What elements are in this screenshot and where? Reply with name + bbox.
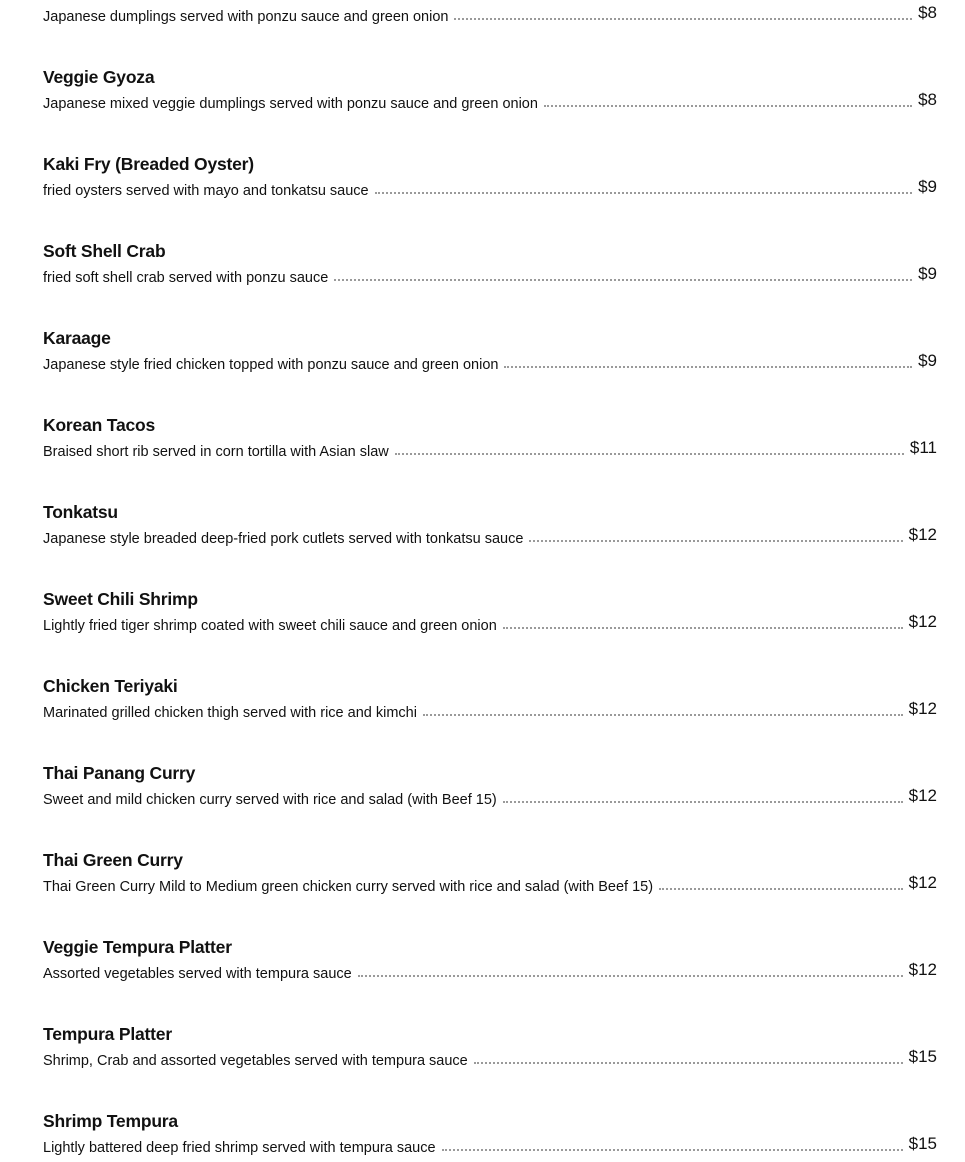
item-description: Japanese style fried chicken topped with ponzu sauce and green onion [43, 357, 499, 373]
item-description: Braised short rib served in corn tortilla with Asian slaw [43, 444, 389, 460]
item-description: fried soft shell crab served with ponzu sauce [43, 270, 329, 286]
item-name: Korean Tacos [43, 415, 156, 435]
item-price: $15 [908, 1134, 937, 1153]
menu-item [43, 448, 937, 547]
menu-item [43, 0, 937, 25]
menu-item [43, 274, 937, 373]
item-price: $15 [908, 1047, 937, 1066]
item-description: Assorted vegetables served with tempura sauce [43, 966, 352, 982]
item-description: fried oysters served with mayo and tonkatsu sauce [43, 183, 369, 199]
item-description: Japanese style breaded deep-fried pork cutlets served with tonkatsu sauce [43, 531, 524, 547]
item-name: Kaki Fry (Breaded Oyster) [43, 154, 254, 174]
item-price: $12 [908, 699, 937, 718]
item-description: Marinated grilled chicken thigh served with rice and kimchi [43, 705, 417, 721]
item-name: Soft Shell Crab [43, 241, 166, 261]
item-price: $12 [908, 612, 937, 631]
item-name: Veggie Gyoza [43, 67, 155, 87]
item-name: Karaage [43, 328, 111, 348]
item-row [43, 1134, 937, 1157]
menu-item [43, 13, 937, 112]
item-name: Thai Green Curry [43, 850, 183, 870]
item-description: Lightly battered deep fried shrimp served with tempura sauce [43, 1140, 436, 1156]
item-name: Thai Panang Curry [43, 763, 196, 783]
menu-item [43, 709, 937, 808]
item-price: $11 [909, 438, 937, 457]
dot-leader [442, 1149, 903, 1151]
menu-item [43, 535, 937, 634]
item-description: Japanese mixed veggie dumplings served with ponzu sauce and green onion [43, 96, 538, 112]
item-description: Japanese dumplings served with ponzu sauce and green onion [43, 9, 449, 25]
menu-item [43, 622, 937, 721]
menu-item [43, 883, 937, 982]
menu-item [43, 796, 937, 895]
menu-list [43, 0, 937, 1156]
item-name: Tonkatsu [43, 502, 118, 522]
item-price: $8 [918, 3, 937, 22]
item-price: $12 [908, 873, 937, 892]
menu-item [43, 1057, 937, 1156]
item-price: $9 [918, 177, 937, 196]
item-price: $12 [908, 525, 937, 544]
menu-item [43, 361, 937, 460]
item-description: Thai Green Curry Mild to Medium green chicken curry served with rice and salad (with Beef 15) [43, 879, 654, 895]
item-price: $12 [908, 960, 937, 979]
menu-item [43, 100, 937, 199]
menu-item [43, 970, 937, 1069]
item-description: Lightly fried tiger shrimp coated with sweet chili sauce and green onion [43, 618, 497, 634]
item-price: $12 [908, 786, 937, 805]
item-name: Veggie Tempura Platter [43, 937, 232, 957]
item-name: Chicken Teriyaki [43, 676, 178, 696]
item-price: $9 [918, 264, 937, 283]
menu-item [43, 187, 937, 286]
item-description: Sweet and mild chicken curry served with rice and salad (with Beef 15) [43, 792, 497, 808]
item-name: Shrimp Tempura [43, 1111, 178, 1131]
item-name: Tempura Platter [43, 1024, 172, 1044]
item-description: Shrimp, Crab and assorted vegetables served with tempura sauce [43, 1053, 468, 1069]
item-name: Sweet Chili Shrimp [43, 589, 198, 609]
item-price: $8 [918, 90, 937, 109]
item-price: $9 [918, 351, 937, 370]
